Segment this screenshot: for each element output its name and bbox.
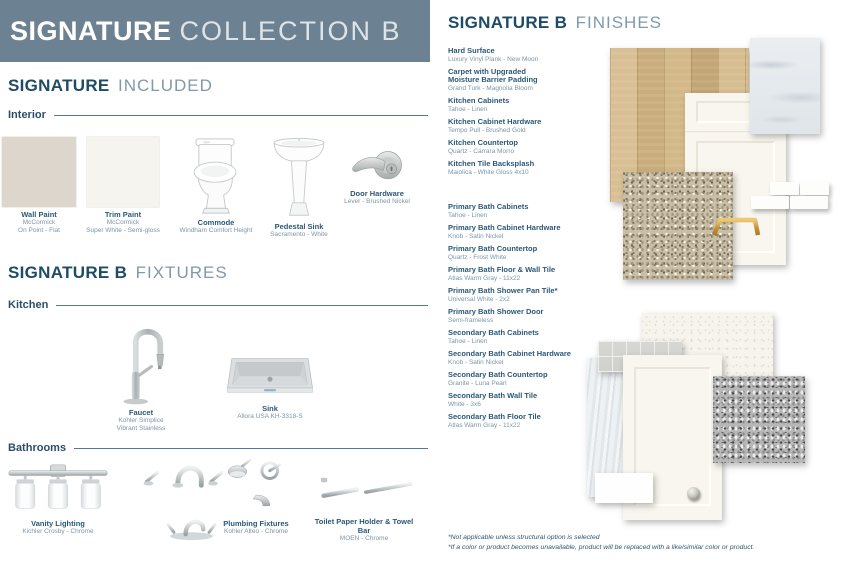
item-sub: Allora USA KH-3318-S (237, 413, 303, 420)
white-3x6-tile-swatch (595, 473, 653, 503)
item-sub: Super White - Semi-gloss (86, 226, 160, 234)
finish-item: Secondary Bath Countertop Granite - Luna Pearl (448, 370, 548, 387)
finishes-heading-light: FINISHES (575, 13, 663, 32)
interior-section-rule (8, 109, 428, 121)
included-heading-bold: SIGNATURE (8, 76, 110, 95)
finish-item: Secondary Bath Cabinets Tahoe - Linen (448, 328, 539, 345)
bathrooms-section-rule (8, 442, 428, 454)
finish-item: Kitchen Countertop Quartz - Carrara Morro (448, 138, 518, 155)
interior-label: Interior (8, 109, 46, 121)
item-name: Vanity Lighting (31, 519, 85, 528)
finish-item: Primary Bath Shower Pan Tile* Universal White - 2x2 (448, 286, 558, 303)
kitchen-section-rule (8, 299, 428, 311)
interior-divider-line (54, 115, 428, 116)
subway-tile-swatch (800, 182, 829, 195)
item-sub: Sacramento - White (270, 231, 328, 238)
header-bar (0, 0, 430, 62)
interior-item-pedestal-sink (258, 136, 340, 239)
finish-item: Primary Bath Floor & Wall Tile Atlas Warm Gray - 11x22 (448, 265, 556, 282)
trim-paint-swatch (87, 137, 159, 207)
included-heading-light: INCLUDED (118, 76, 213, 95)
item-sub: MOEN - Chrome (339, 535, 389, 542)
item-name: Faucet (128, 408, 154, 417)
finish-item: Kitchen Cabinets Tahoe - Linen (448, 96, 510, 113)
fixtures-heading (8, 263, 228, 283)
finish-item: Carpet with Upgraded Moisture Barrier Padding Grand Turk - Magnolia Bloom (448, 67, 538, 92)
vanity-light-icon (4, 462, 112, 516)
footnotes (448, 533, 848, 553)
kitchen-label: Kitchen (8, 299, 49, 311)
finish-item: Primary Bath Shower Door Semi-frameless (448, 307, 544, 324)
subway-tile-swatch (751, 196, 789, 209)
finishes-heading (448, 13, 662, 33)
kitchen-faucet-image (98, 320, 184, 406)
item-sub: On Point - Flat (18, 226, 60, 234)
kitchen-item-sink (205, 350, 335, 421)
item-name: Sink (262, 404, 278, 413)
tp-holder-towel-bar-icon (312, 472, 416, 514)
finish-item: Primary Bath Cabinet Hardware Knob - Satin Nickel (448, 223, 561, 240)
header-title-bold: SIGNATURE (10, 15, 172, 46)
pedestal-sink-image (258, 136, 340, 220)
commode-image (172, 136, 260, 216)
interior-item-door-hardware (336, 147, 418, 206)
footnote: *Not applicable unless structural option is selected (448, 534, 600, 541)
kitchen-item-faucet (98, 320, 184, 432)
bathrooms-divider-line (74, 448, 428, 449)
wall-paint-swatch (2, 137, 76, 207)
item-name: Plumbing Fixtures (223, 519, 289, 528)
finish-item: Primary Bath Cabinets Tahoe - Linen (448, 202, 529, 219)
finish-item: Kitchen Tile Backsplash Maiolica - White Gloss 4x10 (448, 159, 535, 176)
item-name: Door Hardware (350, 189, 404, 198)
item-name: Toilet Paper Holder & Towel Bar (314, 517, 414, 535)
item-sub: Windham Comfort Height (179, 227, 253, 234)
item-sub: Vibrant Stainless (116, 424, 166, 432)
kitchen-faucet-icon (113, 320, 169, 406)
interior-item-commode (172, 136, 260, 235)
finish-item: Kitchen Cabinet Hardware Tempo Pull - Brushed Gold (448, 117, 542, 134)
item-sub: McCormick (22, 219, 56, 226)
door-lever-icon (342, 147, 412, 187)
bath-item-vanity-lighting (0, 462, 116, 536)
finish-item: Hard Surface Luxury Vinyl Plank - New Moon (448, 46, 539, 63)
kitchen-divider-line (56, 305, 428, 306)
fixtures-heading-bold: SIGNATURE B (8, 263, 128, 282)
item-sub: Kohler Simplice (118, 417, 164, 424)
nickel-knob-hardware (687, 487, 700, 500)
gold-pull-hardware (709, 216, 763, 243)
subway-tile-swatch (770, 182, 799, 195)
bath-item-tp-holder-towel-bar (308, 470, 420, 543)
finish-item: Primary Bath Countertop Quartz - Frost White (448, 244, 538, 261)
pedestal-sink-icon (270, 136, 328, 220)
interior-item-trim-paint (86, 137, 160, 234)
footnote: *If a color or product becomes unavailable, product will be replaced with a like/similar color or product. (448, 544, 755, 551)
item-sub: McCormick (106, 219, 140, 226)
kitchen-sink-icon (226, 352, 314, 402)
item-sub: Lever - Brushed Nickel (344, 198, 410, 205)
item-sub: Kohler Alteo - Chrome (224, 528, 288, 535)
fixtures-heading-light: FIXTURES (135, 263, 228, 282)
item-name: Commode (197, 218, 235, 227)
commode-icon (185, 136, 247, 216)
item-name: Trim Paint (104, 210, 142, 219)
interior-item-wall-paint (2, 137, 76, 234)
included-heading (8, 76, 213, 96)
header-title-light: COLLECTION B (179, 15, 402, 46)
kitchen-sink-image (205, 350, 335, 402)
quartz-carrara-swatch (750, 38, 820, 134)
luna-pearl-granite-swatch (713, 376, 805, 463)
item-name: Wall Paint (21, 210, 57, 219)
bath-item-plumbing-fixtures (200, 519, 312, 536)
item-name: Pedestal Sink (274, 222, 324, 231)
finishes-heading-bold: SIGNATURE B (448, 13, 568, 32)
finish-item: Secondary Bath Floor Tile Atlas Warm Gray - 11x22 (448, 412, 541, 429)
door-hardware-image (336, 147, 418, 187)
bathrooms-label: Bathrooms (8, 442, 67, 454)
finish-item: Secondary Bath Cabinet Hardware Knob - Satin Nickel (448, 349, 571, 366)
item-sub: Kichler Crosby - Chrome (22, 528, 94, 535)
vanity-light-image (0, 462, 116, 516)
finish-item: Secondary Bath Wall Tile White - 3x6 (448, 391, 538, 408)
subway-tile-swatch (790, 196, 828, 209)
tp-holder-towel-bar-image (308, 470, 420, 514)
